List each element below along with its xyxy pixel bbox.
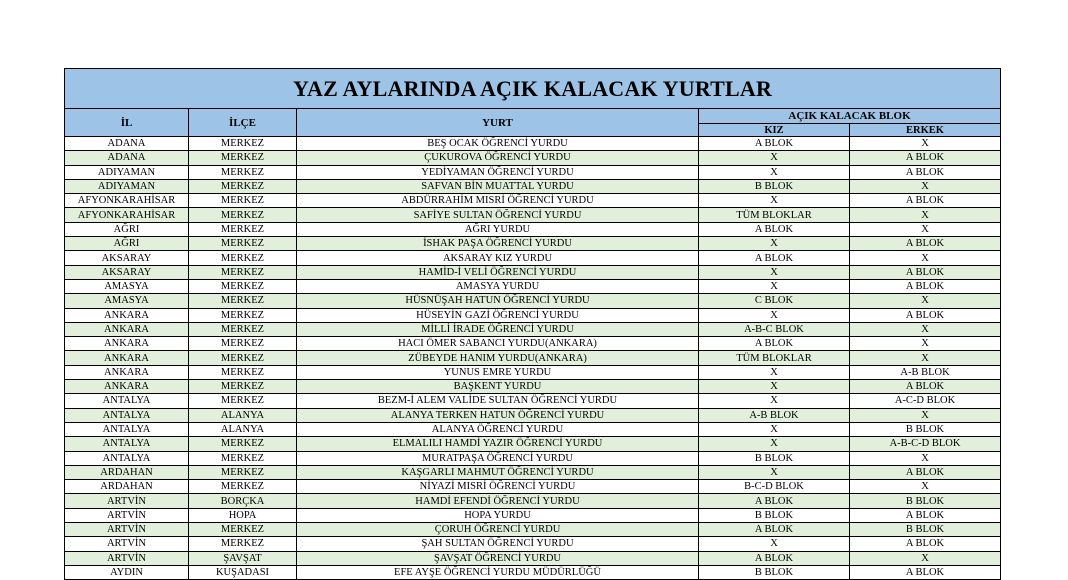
cell-kiz: X	[699, 422, 850, 436]
cell-yurt: MURATPAŞA ÖĞRENCİ YURDU	[297, 451, 699, 465]
cell-yurt: MİLLİ İRADE ÖĞRENCİ YURDU	[297, 322, 699, 336]
cell-ilce: MERKEZ	[189, 208, 297, 222]
cell-kiz: X	[699, 265, 850, 279]
cell-erkek: A-B BLOK	[850, 365, 1001, 379]
cell-ilce: MERKEZ	[189, 437, 297, 451]
cell-kiz: B-C-D BLOK	[699, 480, 850, 494]
cell-kiz: X	[699, 237, 850, 251]
cell-erkek: B BLOK	[850, 523, 1001, 537]
table-body	[65, 137, 1001, 580]
header-il: İL	[65, 109, 189, 137]
cell-ilce: MERKEZ	[189, 465, 297, 479]
cell-erkek: A BLOK	[850, 165, 1001, 179]
table-row	[65, 451, 1001, 465]
table-row	[65, 408, 1001, 422]
cell-erkek: X	[850, 179, 1001, 193]
table-row	[65, 179, 1001, 193]
cell-il: ARDAHAN	[65, 480, 189, 494]
cell-ilce: MERKEZ	[189, 137, 297, 151]
cell-il: ARTVİN	[65, 494, 189, 508]
cell-erkek: X	[850, 294, 1001, 308]
table-row	[65, 222, 1001, 236]
cell-il: ANKARA	[65, 380, 189, 394]
cell-kiz: X	[699, 465, 850, 479]
cell-ilce: MERKEZ	[189, 179, 297, 193]
table-row	[65, 565, 1001, 579]
cell-ilce: MERKEZ	[189, 237, 297, 251]
cell-il: ADIYAMAN	[65, 165, 189, 179]
cell-kiz: TÜM BLOKLAR	[699, 351, 850, 365]
cell-yurt: BEŞ OCAK ÖĞRENCİ YURDU	[297, 137, 699, 151]
cell-kiz: B BLOK	[699, 565, 850, 579]
header-ilce: İLÇE	[189, 109, 297, 137]
cell-kiz: X	[699, 308, 850, 322]
table-row	[65, 151, 1001, 165]
cell-erkek: X	[850, 322, 1001, 336]
cell-yurt: ABDÜRRAHİM MISRİ ÖĞRENCİ YURDU	[297, 194, 699, 208]
cell-ilce: MERKEZ	[189, 322, 297, 336]
cell-ilce: MERKEZ	[189, 265, 297, 279]
cell-ilce: MERKEZ	[189, 451, 297, 465]
cell-erkek: X	[850, 208, 1001, 222]
cell-yurt: İSHAK PAŞA ÖĞRENCİ YURDU	[297, 237, 699, 251]
cell-ilce: ALANYA	[189, 408, 297, 422]
cell-il: AFYONKARAHİSAR	[65, 208, 189, 222]
cell-il: ANTALYA	[65, 451, 189, 465]
cell-erkek: A BLOK	[850, 565, 1001, 579]
cell-ilce: ALANYA	[189, 422, 297, 436]
cell-yurt: ELMALILI HAMDİ YAZIR ÖĞRENCİ YURDU	[297, 437, 699, 451]
header-acik-blok: AÇIK KALACAK BLOK	[699, 109, 1001, 124]
cell-yurt: HÜSEYİN GAZİ ÖĞRENCİ YURDU	[297, 308, 699, 322]
cell-ilce: ŞAVŞAT	[189, 551, 297, 565]
cell-yurt: ŞAH SULTAN ÖĞRENCİ YURDU	[297, 537, 699, 551]
cell-yurt: ŞAVŞAT ÖĞRENCİ YURDU	[297, 551, 699, 565]
cell-ilce: MERKEZ	[189, 480, 297, 494]
table-row	[65, 251, 1001, 265]
cell-kiz: X	[699, 194, 850, 208]
table-row	[65, 480, 1001, 494]
cell-ilce: KUŞADASI	[189, 565, 297, 579]
table-row	[65, 237, 1001, 251]
table-row	[65, 337, 1001, 351]
cell-ilce: MERKEZ	[189, 151, 297, 165]
cell-ilce: MERKEZ	[189, 279, 297, 293]
cell-yurt: AMASYA YURDU	[297, 279, 699, 293]
cell-il: ANTALYA	[65, 437, 189, 451]
cell-il: AKSARAY	[65, 251, 189, 265]
table-row	[65, 279, 1001, 293]
cell-il: ARTVİN	[65, 508, 189, 522]
cell-ilce: BORÇKA	[189, 494, 297, 508]
table-row	[65, 380, 1001, 394]
cell-yurt: KAŞGARLI MAHMUT ÖĞRENCİ YURDU	[297, 465, 699, 479]
cell-il: AĞRI	[65, 237, 189, 251]
cell-ilce: MERKEZ	[189, 523, 297, 537]
cell-il: ANTALYA	[65, 394, 189, 408]
dormitory-sheet	[64, 68, 1000, 580]
cell-ilce: MERKEZ	[189, 294, 297, 308]
cell-il: ANKARA	[65, 322, 189, 336]
cell-erkek: A BLOK	[850, 308, 1001, 322]
cell-yurt: BEZM-İ ALEM VALİDE SULTAN ÖĞRENCİ YURDU	[297, 394, 699, 408]
cell-yurt: ALANYA ÖĞRENCİ YURDU	[297, 422, 699, 436]
cell-yurt: SAFİYE SULTAN ÖĞRENCİ YURDU	[297, 208, 699, 222]
page-title: YAZ AYLARINDA AÇIK KALACAK YURTLAR	[65, 69, 1001, 109]
cell-erkek: B BLOK	[850, 494, 1001, 508]
cell-yurt: YUNUS EMRE YURDU	[297, 365, 699, 379]
cell-kiz: A-B-C BLOK	[699, 322, 850, 336]
cell-erkek: A-C-D BLOK	[850, 394, 1001, 408]
cell-erkek: A BLOK	[850, 151, 1001, 165]
cell-kiz: A-B BLOK	[699, 408, 850, 422]
cell-kiz: B BLOK	[699, 451, 850, 465]
cell-erkek: B BLOK	[850, 422, 1001, 436]
cell-il: ARTVİN	[65, 523, 189, 537]
cell-il: AYDIN	[65, 565, 189, 579]
cell-yurt: ZÜBEYDE HANIM YURDU(ANKARA)	[297, 351, 699, 365]
cell-erkek: X	[850, 480, 1001, 494]
cell-kiz: A BLOK	[699, 523, 850, 537]
table-row	[65, 465, 1001, 479]
cell-yurt: YEDİYAMAN ÖĞRENCİ YURDU	[297, 165, 699, 179]
table-row	[65, 494, 1001, 508]
cell-yurt: ÇORUH ÖĞRENCİ YURDU	[297, 523, 699, 537]
cell-il: ANKARA	[65, 365, 189, 379]
cell-yurt: AKSARAY KIZ YURDU	[297, 251, 699, 265]
cell-yurt: BAŞKENT YURDU	[297, 380, 699, 394]
cell-yurt: HÜSNÜŞAH HATUN ÖĞRENCİ YURDU	[297, 294, 699, 308]
table-row	[65, 551, 1001, 565]
table-row	[65, 351, 1001, 365]
cell-kiz: A BLOK	[699, 251, 850, 265]
cell-erkek: X	[850, 408, 1001, 422]
cell-il: ADANA	[65, 137, 189, 151]
cell-erkek: X	[850, 222, 1001, 236]
header-kiz: KIZ	[699, 124, 850, 137]
dormitory-table	[64, 68, 1001, 580]
cell-kiz: A BLOK	[699, 494, 850, 508]
cell-kiz: B BLOK	[699, 508, 850, 522]
cell-erkek: A BLOK	[850, 380, 1001, 394]
cell-erkek: A BLOK	[850, 279, 1001, 293]
table-row	[65, 308, 1001, 322]
cell-il: ARDAHAN	[65, 465, 189, 479]
cell-ilce: MERKEZ	[189, 308, 297, 322]
header-yurt: YURT	[297, 109, 699, 137]
cell-erkek: A BLOK	[850, 194, 1001, 208]
table-row	[65, 537, 1001, 551]
table-row	[65, 265, 1001, 279]
cell-il: ARTVİN	[65, 551, 189, 565]
cell-il: AKSARAY	[65, 265, 189, 279]
cell-kiz: A BLOK	[699, 337, 850, 351]
cell-kiz: A BLOK	[699, 222, 850, 236]
cell-kiz: X	[699, 279, 850, 293]
cell-kiz: C BLOK	[699, 294, 850, 308]
cell-ilce: MERKEZ	[189, 222, 297, 236]
table-row	[65, 508, 1001, 522]
cell-ilce: MERKEZ	[189, 537, 297, 551]
cell-erkek: A BLOK	[850, 537, 1001, 551]
cell-kiz: B BLOK	[699, 179, 850, 193]
cell-erkek: X	[850, 337, 1001, 351]
cell-il: AĞRI	[65, 222, 189, 236]
cell-il: ANKARA	[65, 351, 189, 365]
cell-ilce: MERKEZ	[189, 194, 297, 208]
cell-kiz: A BLOK	[699, 137, 850, 151]
cell-ilce: MERKEZ	[189, 351, 297, 365]
cell-kiz: TÜM BLOKLAR	[699, 208, 850, 222]
cell-kiz: A BLOK	[699, 551, 850, 565]
header-erkek: ERKEK	[850, 124, 1001, 137]
cell-erkek: X	[850, 451, 1001, 465]
cell-ilce: MERKEZ	[189, 165, 297, 179]
table-row	[65, 208, 1001, 222]
table-row	[65, 365, 1001, 379]
cell-il: ANTALYA	[65, 408, 189, 422]
cell-erkek: X	[850, 137, 1001, 151]
cell-ilce: MERKEZ	[189, 380, 297, 394]
cell-yurt: NİYAZİ MISRİ ÖĞRENCİ YURDU	[297, 480, 699, 494]
table-row	[65, 165, 1001, 179]
cell-yurt: ALANYA TERKEN HATUN ÖĞRENCİ YURDU	[297, 408, 699, 422]
cell-kiz: X	[699, 151, 850, 165]
cell-il: ARTVİN	[65, 537, 189, 551]
table-row	[65, 394, 1001, 408]
cell-ilce: MERKEZ	[189, 337, 297, 351]
cell-erkek: A BLOK	[850, 465, 1001, 479]
cell-il: ADANA	[65, 151, 189, 165]
cell-il: ADIYAMAN	[65, 179, 189, 193]
cell-ilce: MERKEZ	[189, 251, 297, 265]
cell-erkek: X	[850, 551, 1001, 565]
cell-yurt: SAFVAN BİN MUATTAL YURDU	[297, 179, 699, 193]
cell-kiz: X	[699, 165, 850, 179]
cell-kiz: X	[699, 537, 850, 551]
cell-yurt: HOPA YURDU	[297, 508, 699, 522]
cell-ilce: HOPA	[189, 508, 297, 522]
cell-il: AMASYA	[65, 279, 189, 293]
cell-il: AMASYA	[65, 294, 189, 308]
cell-yurt: HAMDİ EFENDİ ÖĞRENCİ YURDU	[297, 494, 699, 508]
cell-ilce: MERKEZ	[189, 365, 297, 379]
cell-erkek: A BLOK	[850, 508, 1001, 522]
cell-kiz: X	[699, 365, 850, 379]
table-row	[65, 322, 1001, 336]
cell-il: AFYONKARAHİSAR	[65, 194, 189, 208]
table-row	[65, 523, 1001, 537]
cell-yurt: EFE AYŞE ÖĞRENCİ YURDU MÜDÜRLÜĞÜ	[297, 565, 699, 579]
cell-yurt: AĞRI YURDU	[297, 222, 699, 236]
table-row	[65, 194, 1001, 208]
cell-il: ANTALYA	[65, 422, 189, 436]
cell-yurt: HACI ÖMER SABANCI YURDU(ANKARA)	[297, 337, 699, 351]
cell-kiz: X	[699, 394, 850, 408]
cell-yurt: HAMİD-İ VELİ ÖĞRENCİ YURDU	[297, 265, 699, 279]
cell-ilce: MERKEZ	[189, 394, 297, 408]
table-row	[65, 437, 1001, 451]
cell-il: ANKARA	[65, 337, 189, 351]
table-row	[65, 422, 1001, 436]
cell-erkek: A-B-C-D BLOK	[850, 437, 1001, 451]
cell-erkek: A BLOK	[850, 265, 1001, 279]
cell-yurt: ÇUKUROVA ÖĞRENCİ YURDU	[297, 151, 699, 165]
cell-il: ANKARA	[65, 308, 189, 322]
cell-erkek: A BLOK	[850, 237, 1001, 251]
table-row	[65, 294, 1001, 308]
cell-kiz: X	[699, 380, 850, 394]
cell-erkek: X	[850, 351, 1001, 365]
table-row	[65, 137, 1001, 151]
cell-kiz: X	[699, 437, 850, 451]
cell-erkek: X	[850, 251, 1001, 265]
